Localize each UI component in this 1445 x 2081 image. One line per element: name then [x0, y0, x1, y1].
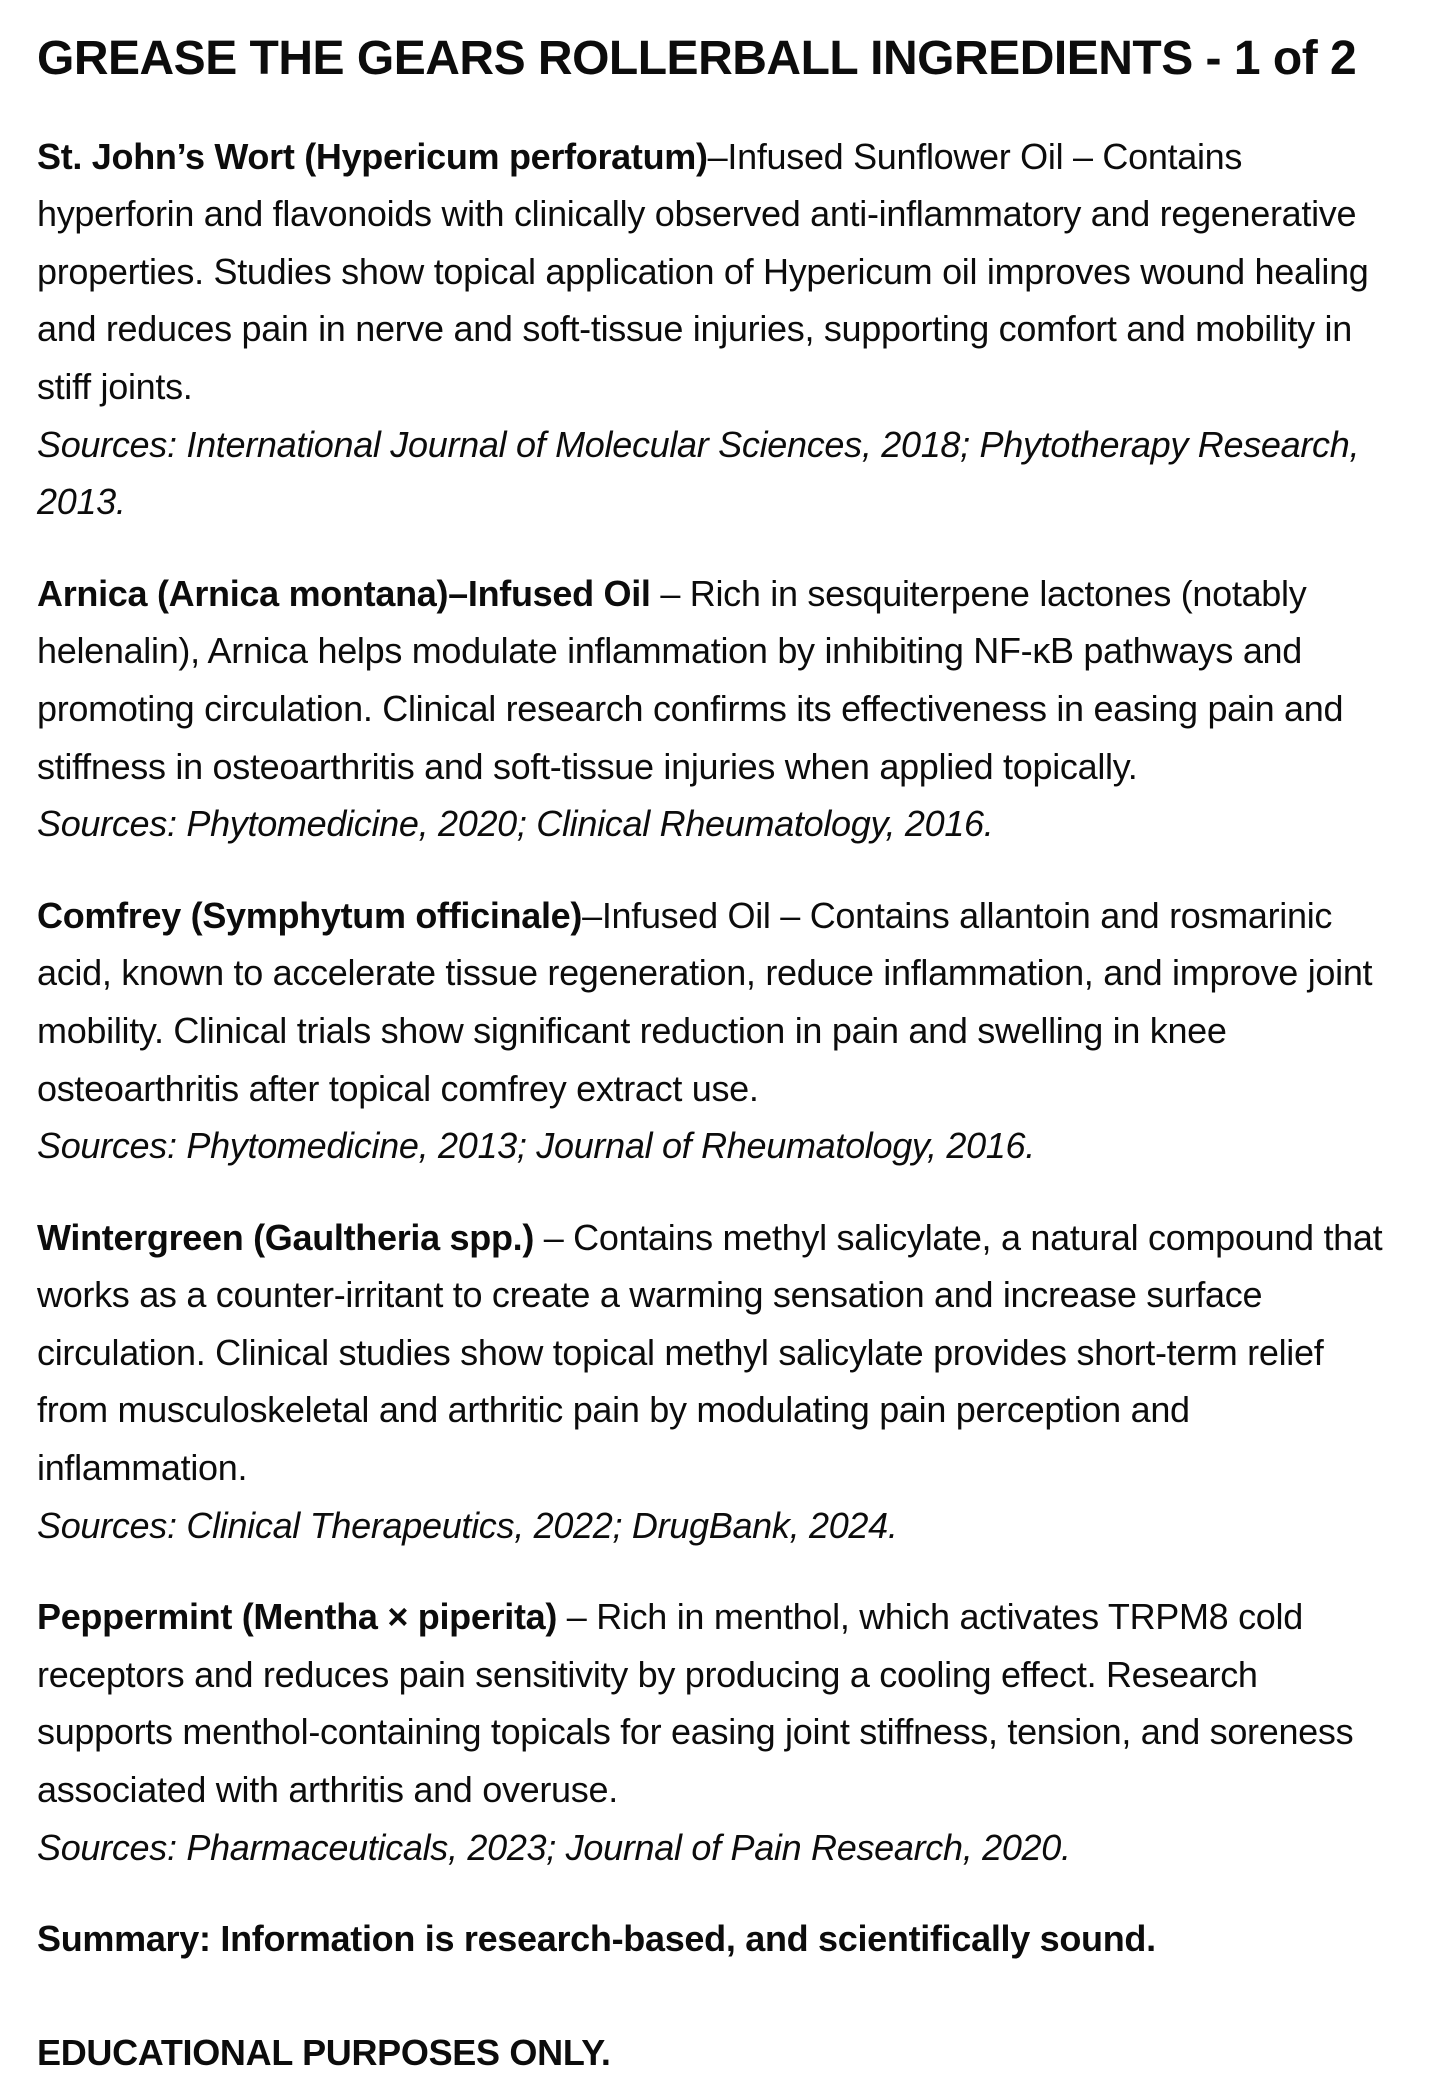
ingredient-sources: Sources: International Journal of Molecular Sciences, 2018; Phytotherapy Research, 2013.	[37, 423, 1360, 523]
ingredient-description: –Infused Oil – Contains allantoin and rosmarinic acid, known to accelerate tissue regeneration, reduce inflammation, and improve joint mobility. Clinical trials show significant reduction in pain and swelling in knee osteoarthritis after topical comfrey extract use.	[37, 894, 1373, 1109]
ingredient-section-comfrey	[37, 887, 1403, 1175]
ingredient-description: –Infused Sunflower Oil – Contains hyperforin and flavonoids with clinically observed anti-inflammatory and regenerative properties. Studies show topical application of Hypericum oil improves wound healing and reduces pain in nerve and soft-tissue injuries, supporting comfort and mobility in stiff joints.	[37, 135, 1369, 407]
ingredient-paragraph	[37, 565, 1403, 795]
ingredient-paragraph	[37, 1209, 1403, 1497]
ingredient-sources: Sources: Pharmaceuticals, 2023; Journal of Pain Research, 2020.	[37, 1826, 1071, 1868]
ingredient-sources: Sources: Phytomedicine, 2020; Clinical Rheumatology, 2016.	[37, 803, 994, 845]
ingredient-section-st-johns-wort	[37, 128, 1403, 531]
ingredient-heading: St. John’s Wort (Hypericum perforatum)	[37, 135, 708, 177]
ingredient-heading: Wintergreen (Gaultheria spp.)	[37, 1216, 535, 1258]
disclaimer-footer: EDUCATIONAL PURPOSES ONLY.	[37, 2031, 611, 2073]
ingredient-sources: Sources: Clinical Therapeutics, 2022; DrugBank, 2024.	[37, 1504, 898, 1546]
ingredient-section-peppermint	[37, 1588, 1403, 1876]
ingredient-paragraph	[37, 1588, 1403, 1818]
ingredient-description: – Rich in menthol, which activates TRPM8 cold receptors and reduces pain sensitivity by producing a cooling effect. Research supports menthol-containing topicals for easing joint stiffness, tension, and soreness associated with arthritis and overuse.	[37, 1596, 1354, 1811]
summary-statement: Summary: Information is research-based, and scientifically sound.	[37, 1918, 1156, 1960]
ingredient-sources: Sources: Phytomedicine, 2013; Journal of Rheumatology, 2016.	[37, 1125, 1035, 1167]
ingredient-heading: Peppermint (Mentha × piperita)	[37, 1596, 558, 1638]
ingredient-heading: Arnica (Arnica montana)–Infused Oil	[37, 572, 651, 614]
ingredient-heading: Comfrey (Symphytum officinale)	[37, 894, 583, 936]
ingredient-description: – Contains methyl salicylate, a natural compound that works as a counter-irritant to create a warming sensation and increase surface circulation. Clinical studies show topical methyl salicylate provides short-term relief from musculoskeletal and arthritic pain by modulating pain perception and inflammation.	[37, 1216, 1383, 1489]
ingredient-section-wintergreen	[37, 1209, 1403, 1555]
ingredient-section-arnica	[37, 565, 1403, 853]
ingredient-paragraph	[37, 128, 1403, 416]
ingredient-paragraph	[37, 887, 1403, 1117]
page-title: GREASE THE GEARS ROLLERBALL INGREDIENTS - 1 of 2	[37, 32, 1357, 85]
ingredient-description: – Rich in sesquiterpene lactones (notably helenalin), Arnica helps modulate inflammation by inhibiting NF-κB pathways and promoting circulation. Clinical research confirms its effectiveness in easing pain and stiffness in osteoarthritis and soft-tissue injuries when applied topically.	[37, 572, 1344, 787]
